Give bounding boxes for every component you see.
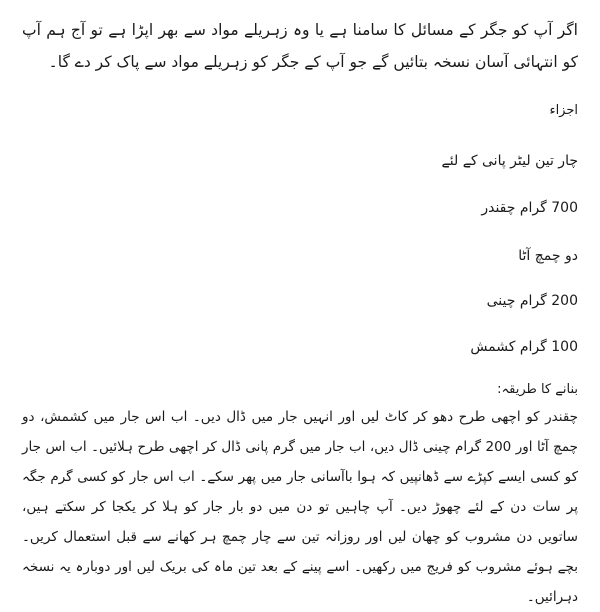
ingredient-item: دو چمچ آٹا — [518, 248, 578, 264]
ingredient-item: 100 گرام کشمش — [470, 339, 578, 355]
ingredient-item: 700 گرام چقندر — [481, 200, 578, 216]
intro-paragraph: اگر آپ کو جگر کے مسائل کا سامنا ہے یا وہ زہریلے مواد سے بھر اپڑا ہے تو آج ہم آپ کو انتہائی آسان نسخہ بتائیں گے جو آپ کے جگر کو زہریلے مواد سے پاک کر دے گا۔ — [22, 21, 578, 71]
method-heading: بنانے کا طریقہ: — [497, 382, 578, 397]
ingredients-heading: اجزاء — [549, 103, 578, 118]
ingredient-item: 200 گرام چینی — [486, 293, 578, 309]
method-paragraph: چقندر کو اچھی طرح دھو کر کاٹ لیں اور انہیں جار میں ڈال دیں۔ اب اس جار میں کشمش، دو چمچ آٹا اور 200 گرام چینی ڈال دیں، اب جار میں گرم پانی ڈال کر اچھی طرح ہلائیں۔ اب اس جار کو کسی ایسے کپڑے سے ڈھانپیں کہ ہوا باآسانی جار میں پھر سکے۔ اب اس جار کو کسی گرم جگہ پر سات دن کے لئے چھوڑ دیں۔ آپ چاہیں تو دن میں دو بار جار کو ہلا کر یکجا کر سکتے ہیں، ساتویں دن مشروب کو چھان لیں اور روزانہ تین سے چار چمچ ہر کھانے سے قبل استعمال کریں۔ بچے ہوئے مشروب کو فریج میں رکھیں۔ اسے پینے کے بعد تین ماہ کی بریک لیں اور دوبارہ یہ نسخہ دہرائیں۔ — [22, 409, 578, 605]
ingredient-item: چار تین لیٹر پانی کے لئے — [441, 153, 578, 169]
